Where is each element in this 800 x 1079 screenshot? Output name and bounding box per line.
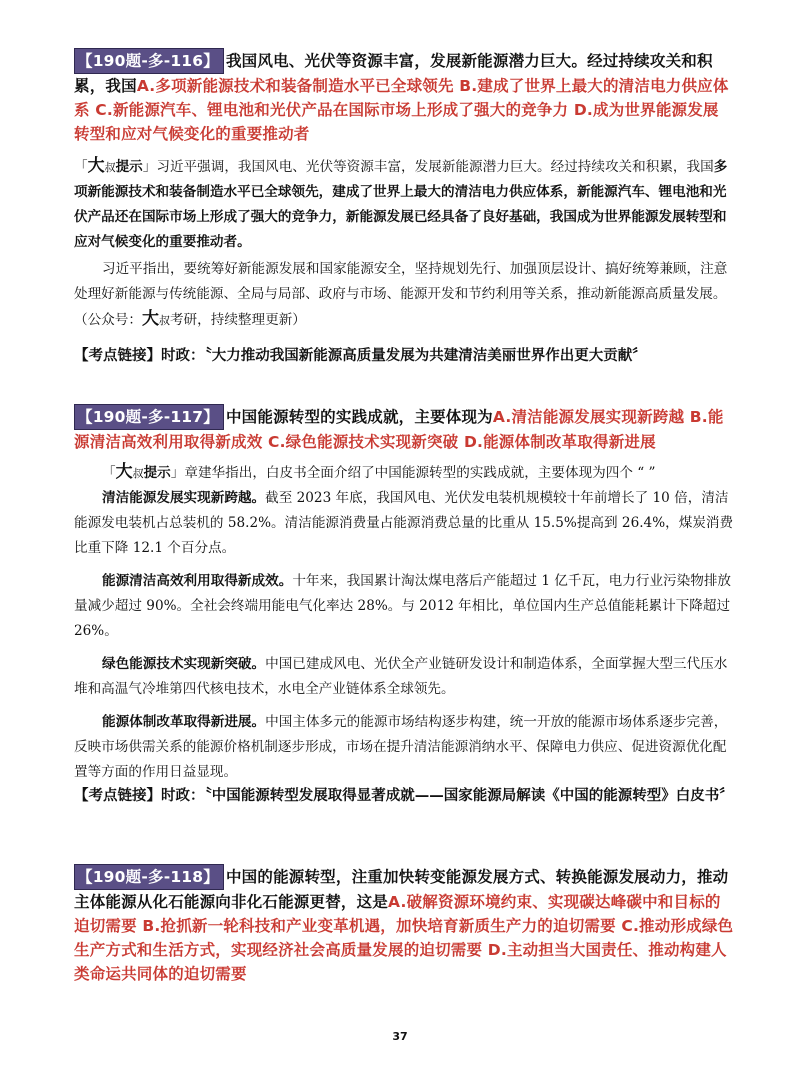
hint-brand-small: 叔 (104, 161, 116, 174)
hint-para2-brand-small: 叔 (158, 314, 170, 327)
hint-bold-text: 多项新能源技术和装备制造水平已全球领先，建成了世界上最大的清洁电力供应体系，新能源汽车、锂电池和光伏产品还在国际市场上形成了强大的竞争力，新能源发展已经具备了良好基础，我国成为世界能源发展转型和应对气候变化的重要推动者。 (74, 159, 728, 250)
hint-word: 提示 (115, 159, 143, 175)
question-stem: 我国风电、光伏等资源丰富，发展新能源潜力巨大。经过持续攻关和积累，我国 (74, 52, 713, 95)
hint-lead-paragraph (74, 460, 734, 486)
hint-bracket-close: 」 (142, 159, 157, 175)
achievement-text: 中国已建成风电、光伏全产业链研发设计和制造体系，全面掌握大型三代压水堆和高温气冷堆第四代核电技术，水电全产业链体系全球领先。 (74, 656, 728, 697)
hint-116 (74, 154, 734, 333)
question-118 (74, 864, 734, 986)
hint-paragraph-2 (74, 257, 734, 333)
achievement-text: 截至 2023 年底，我国风电、光伏发电装机规模较十年前增长了 10 倍，清洁能源发电装机占总装机的 58.2%。清洁能源消费量占能源消费总量的比重从 15.5%提高到 26.4%，煤炭消费比重下降 12.1 个百分点。 (74, 490, 734, 556)
question-tag: 【190题-多-117】 (74, 404, 224, 430)
question-options: A.破解资源环境约束、实现碳达峰碳中和目标的迫切需要 B.抢抓新一轮科技和产业变革机遇，加快培育新质生产力的迫切需要 C.推动形成绿色生产方式和生活方式，实现经济社会高质量发展的迫切需要 D.主动担当大国责任、推动构建人类命运共同体的迫切需要 (74, 893, 734, 983)
hint-para2-tail: 考研，持续整理更新） (169, 312, 306, 328)
hint-lead-text: 章建华指出，白皮书全面介绍了中国能源转型的实践成就，主要体现为四个 “ ” (184, 465, 656, 481)
hint-bracket-open: 「 (102, 465, 116, 481)
hint-lead-text: 习近平强调，我国风电、光伏等资源丰富，发展新能源潜力巨大。经过持续攻关和积累，我国 (156, 159, 714, 175)
exam-link-116: 【考点链接】时政：〝大力推动我国新能源高质量发展为共建清洁美丽世界作出更大贡献〞 (74, 348, 647, 364)
achievement-title: 能源体制改革取得新进展。 (102, 714, 266, 730)
hint-brand-big: 大 (87, 156, 105, 176)
hint-brand-small: 叔 (132, 467, 144, 480)
hint-brand-big: 大 (115, 462, 133, 482)
hint-paragraph-1 (74, 154, 734, 255)
hint-bracket-close: 」 (170, 465, 185, 481)
page-number: 37 (392, 1030, 408, 1043)
question-116 (74, 48, 734, 146)
question-tag: 【190题-多-116】 (74, 48, 224, 74)
question-options: A.清洁能源发展实现新跨越 B.能源清洁高效利用取得新成效 C.绿色能源技术实现新突破 D.能源体制改革取得新进展 (74, 408, 724, 451)
question-stem: 中国能源转型的实践成就，主要体现为 (225, 408, 493, 426)
hint-para2-text: 习近平指出，要统筹好新能源发展和国家能源安全，坚持规划先行、加强顶层设计、搞好统筹兼顾，注意处理好新能源与传统能源、全局与局部、政府与市场、能源开发和节约利用等关系，推动新能源高质量发展。（公众号： (74, 261, 728, 328)
achievement-text: 中国主体多元的能源市场结构逐步构建，统一开放的能源市场体系逐步完善，反映市场供需关系的能源价格机制逐步形成，市场在提升清洁能源消纳水平、保障电力供应、促进资源优化配置等方面的作用日益显现。 (74, 714, 728, 780)
achievement-paragraph-1 (74, 486, 734, 561)
question-stem: 中国的能源转型，注重加快转变能源发展方式、转换能源发展动力，推动主体能源从化石能源向非化石能源更替，这是 (74, 868, 729, 911)
hint-117 (74, 460, 734, 785)
question-117 (74, 404, 734, 454)
achievement-title: 能源清洁高效利用取得新成效。 (102, 573, 293, 589)
achievement-paragraph-4 (74, 710, 734, 785)
achievement-text: 十年来，我国累计淘汰煤电落后产能超过 1 亿千瓦，电力行业污染物排放量减少超过 90%。全社会终端用能电气化率达 28%。与 2012 年相比，单位国内生产总值能耗累计下降超过 26%。 (74, 573, 732, 639)
exam-link-117: 【考点链接】时政：〝中国能源转型发展取得显著成就——国家能源局解读《中国的能源转型》白皮书〞 (74, 788, 734, 804)
question-tag: 【190题-多-118】 (74, 864, 224, 890)
question-options: A.多项新能源技术和装备制造水平已全球领先 B.建成了世界上最大的清洁电力供应体系 C.新能源汽车、锂电池和光伏产品在国际市场上形成了强大的竞争力 D.成为世界能源发展转型和应对气候变化的重要推动者 (74, 77, 729, 143)
hint-para2-brand-big: 大 (141, 309, 159, 329)
achievement-paragraph-2 (74, 569, 734, 644)
achievement-paragraph-3 (74, 652, 734, 702)
achievement-title: 清洁能源发展实现新跨越。 (102, 490, 266, 506)
hint-bracket-open: 「 (74, 159, 88, 175)
hint-word: 提示 (143, 465, 171, 481)
achievement-title: 绿色能源技术实现新突破。 (102, 656, 266, 672)
